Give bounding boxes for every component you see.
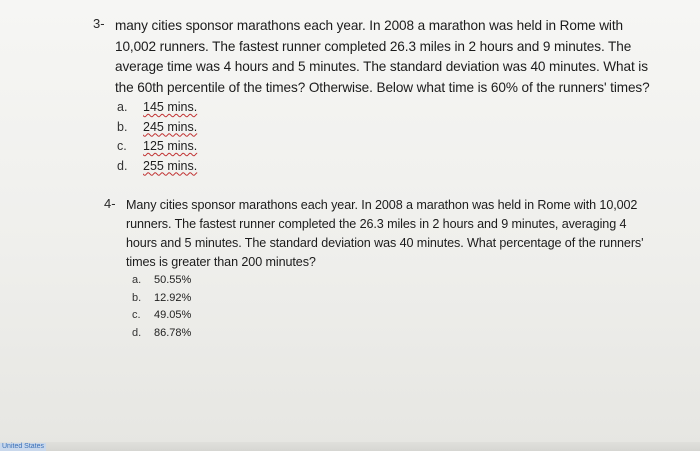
option-text: 145 mins.	[143, 100, 198, 114]
options-list	[132, 272, 644, 342]
option-letter: c.	[132, 309, 141, 321]
option-letter: a.	[132, 274, 142, 286]
option-text: 86.78%	[154, 326, 192, 339]
option-text: 245 mins.	[143, 119, 198, 134]
option-text: 49.05%	[154, 309, 192, 321]
options-list	[117, 98, 653, 176]
question-text: many cities sponsor marathons each year. In 2008 a marathon was held in Rome with 10,002 runners. The fastest runner completed 26.3 miles in 2 hours and 9 minutes. The average time was 4 hours and 5 minutes. The standard deviation was 40 minutes. What is the 60th percentile of the times? Otherwise. Below what time is 60% of the runners' times?	[115, 18, 650, 95]
option-a	[132, 272, 644, 290]
question-3	[93, 16, 653, 176]
option-text: 50.55%	[154, 274, 192, 286]
language-label: United States	[2, 443, 45, 450]
option-letter: c.	[117, 139, 127, 153]
option-text: 12.92%	[154, 291, 192, 304]
option-text: 255 mins.	[143, 158, 198, 173]
option-a	[117, 98, 653, 118]
option-letter: b.	[132, 291, 142, 304]
option-b	[132, 290, 644, 308]
question-4	[104, 196, 644, 342]
question-number: 3-	[93, 16, 105, 31]
option-text: 125 mins.	[143, 139, 198, 153]
option-letter: d.	[132, 326, 142, 339]
question-text: Many cities sponsor marathons each year. In 2008 a marathon was held in Rome with 10,002 runners. The fastest runner completed the 26.3 miles in 2 hours and 9 minutes, averaging 4 hours and 5 minutes. The standard deviation was 40 minutes. What percentage of the runners' times is greater than 200 minutes?	[126, 198, 644, 269]
bottom-status-bar	[0, 442, 700, 451]
option-d	[132, 325, 644, 343]
option-letter: d.	[117, 158, 128, 173]
option-c	[117, 137, 653, 157]
option-b	[117, 118, 653, 138]
question-number: 4-	[104, 196, 116, 211]
option-d	[117, 157, 653, 177]
option-letter: a.	[117, 100, 128, 114]
option-c	[132, 307, 644, 325]
option-letter: b.	[117, 119, 128, 134]
